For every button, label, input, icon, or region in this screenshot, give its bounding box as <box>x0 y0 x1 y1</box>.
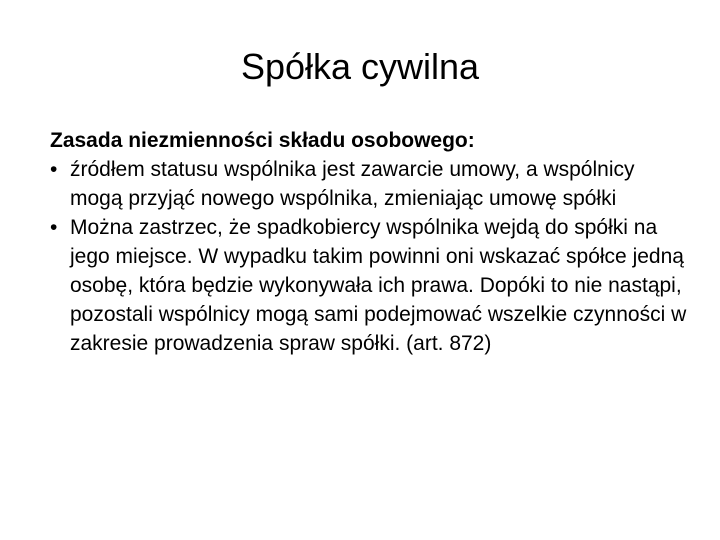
bullet-text-1: źródłem statusu wspólnika jest zawarcie umowy, a wspólnicy mogą przyjąć nowego wspólnika, zmieniając umowę spółki <box>70 158 635 210</box>
bullet-text-2: Można zastrzec, że spadkobiercy wspólnika wejdą do spółki na jego miejsce. W wypadku takim powinni oni wskazać spółce jedną osobę, która będzie wykonywała ich prawa. Dopóki to nie nastąpi, pozostali wspólnicy mogą sami podejmować wszelkie czynności w zakresie prowadzenia spraw spółki. (art. 872) <box>70 216 687 355</box>
bullet-item-1 <box>50 155 690 213</box>
slide-title: Spółka cywilna <box>240 46 480 87</box>
bullet-icon: • <box>50 216 58 239</box>
bullet-list <box>50 155 690 358</box>
slide-content <box>50 126 690 358</box>
bullet-icon: • <box>50 158 58 181</box>
content-heading: Zasada niezmienności składu osobowego: <box>50 129 475 152</box>
bullet-item-2 <box>50 213 690 358</box>
